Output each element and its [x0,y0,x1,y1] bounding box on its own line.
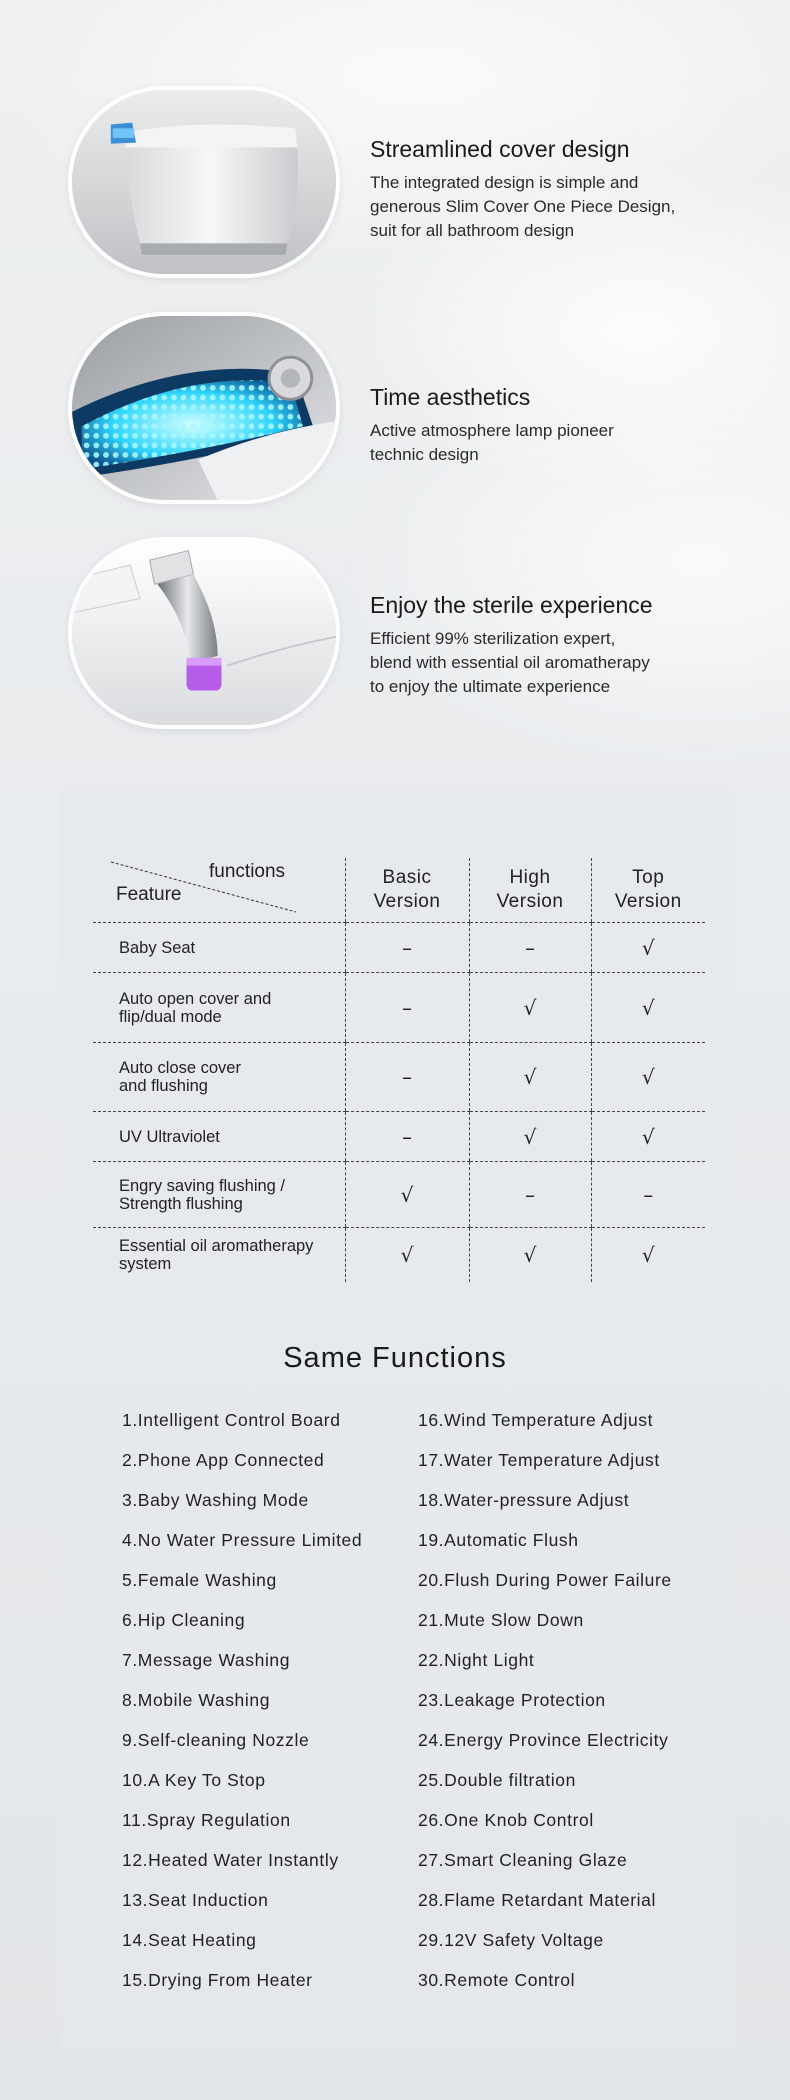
mark-top: √ [641,995,655,1020]
diagonal-header-cell [93,858,345,923]
list-item: 16.Wind Temperature Adjust [418,1410,654,1430]
list-item: 24.Energy Province Electricity [418,1730,669,1750]
feature-name: Engry saving flushing / Strength flushing [93,1162,345,1228]
blue-led-lamp-image [68,312,340,504]
table-header-row [93,858,705,923]
table-row [93,1162,705,1228]
list-item: 29.12V Safety Voltage [418,1930,604,1950]
table-row [93,1112,705,1162]
table-row [93,973,705,1043]
list-item: 26.One Knob Control [418,1810,594,1830]
mark-high: √ [523,1065,537,1089]
mark-basic: √ [400,1182,414,1207]
same-functions-title: Same Functions [283,1342,507,1374]
mark-high: – [525,935,535,960]
list-item: 15.Drying From Heater [122,1970,313,1990]
version-header-high: High Version [469,858,591,923]
list-item: 22.Night Light [418,1650,535,1670]
mark-high: √ [523,1124,537,1149]
list-item: 4.No Water Pressure Limited [122,1530,363,1550]
feature-name: Auto open cover and flip/dual mode [93,973,345,1043]
feature-time-aesthetics [68,312,728,512]
feature-description: Efficient 99% sterilization expert, blend with essential oil aromatherapy to enjoy the ultimate experience [370,629,650,696]
list-item: 13.Seat Induction [122,1890,269,1910]
list-item: 23.Leakage Protection [418,1690,606,1710]
feature-title: Time aesthetics [370,384,531,410]
toilet-side-view-image [68,86,340,278]
list-item: 21.Mute Slow Down [418,1610,584,1630]
list-item: 8.Mobile Washing [122,1690,271,1710]
list-item: 25.Double filtration [418,1770,576,1790]
list-item: 18.Water-pressure Adjust [418,1490,630,1510]
list-item: 20.Flush During Power Failure [418,1570,672,1590]
list-item: 11.Spray Regulation [122,1810,291,1830]
list-item: 2.Phone App Connected [122,1450,325,1470]
feature-sterile-experience [68,537,728,737]
mark-high: – [525,1182,535,1207]
table-row [93,923,705,973]
mark-top: √ [641,1124,655,1149]
mark-top: √ [641,1242,655,1267]
feature-name: Essential oil aromatherapy system [119,1236,314,1273]
mark-top: √ [641,935,655,960]
mark-basic: – [402,1065,412,1089]
feature-description: Active atmosphere lamp pioneer technic design [370,421,614,464]
list-item: 1.Intelligent Control Board [122,1410,341,1430]
mark-basic: – [402,1124,412,1149]
feature-title: Streamlined cover design [370,136,630,162]
feature-name: Auto close cover and flushing [93,1043,345,1112]
mark-basic: – [402,995,412,1020]
feature-title: Enjoy the sterile experience [370,592,653,618]
list-item: 6.Hip Cleaning [122,1610,246,1630]
mark-basic: – [402,935,412,960]
list-item: 3.Baby Washing Mode [122,1490,309,1510]
mark-basic: √ [400,1242,414,1267]
feature-streamlined-cover [68,86,728,286]
list-item: 28.Flame Retardant Material [418,1890,656,1910]
comparison-table [93,858,705,1282]
mark-high: √ [523,995,537,1020]
purple-uv-nozzle-image [68,537,340,729]
feature-name: Baby Seat [93,923,345,973]
feature-description: The integrated design is simple and generous Slim Cover One Piece Design, suit for all bathroom design [370,173,676,240]
list-item: 7.Message Washing [122,1650,291,1670]
header-functions-label: functions [209,861,286,882]
header-feature-label: Feature [116,884,182,905]
table-row [93,1043,705,1112]
functions-list-right [418,1400,672,2000]
table-row [93,1228,705,1282]
version-header-basic: Basic Version [345,858,469,923]
list-item: 10.A Key To Stop [122,1770,266,1790]
list-item: 9.Self-cleaning Nozzle [122,1730,310,1750]
list-item: 5.Female Washing [122,1570,277,1590]
list-item: 12.Heated Water Instantly [122,1850,339,1870]
list-item: 17.Water Temperature Adjust [418,1450,660,1470]
functions-list-left [122,1400,362,2000]
mark-top: √ [641,1065,655,1089]
list-item: 19.Automatic Flush [418,1530,579,1550]
feature-name: UV Ultraviolet [93,1112,345,1162]
mark-top: – [643,1182,654,1207]
list-item: 14.Seat Heating [122,1930,257,1950]
list-item: 30.Remote Control [418,1970,576,1990]
list-item: 27.Smart Cleaning Glaze [418,1850,628,1870]
version-header-top: Top Version [591,858,705,923]
mark-high: √ [523,1242,537,1267]
